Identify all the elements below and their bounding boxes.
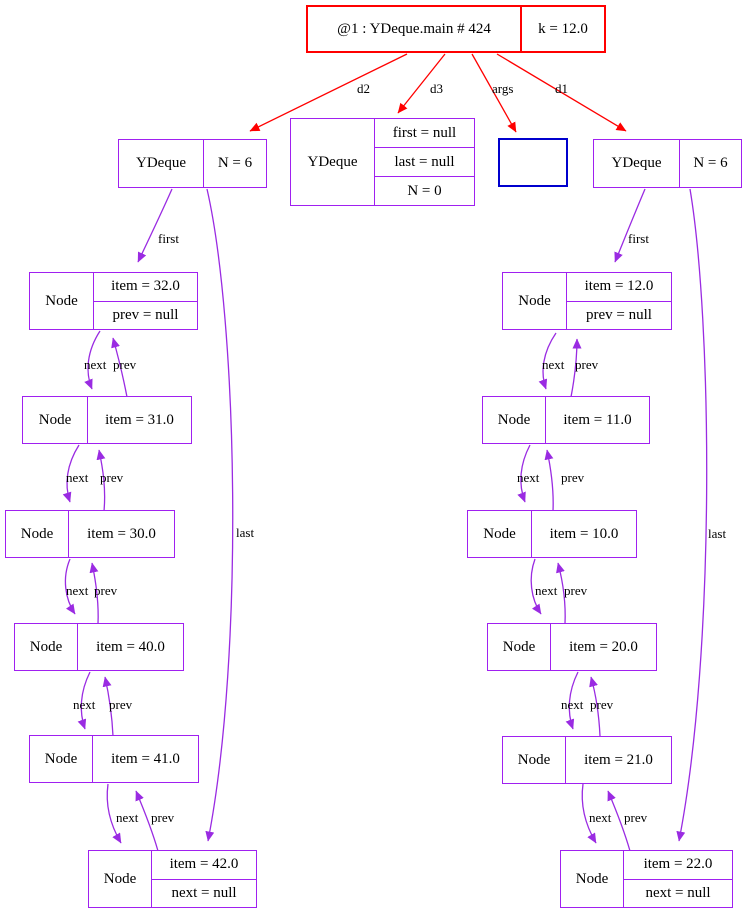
deque-d3-node [290, 118, 475, 206]
edge-label-last-right: last [708, 526, 727, 541]
edge-label-first-left: first [158, 231, 179, 246]
edge-last-right [679, 189, 707, 841]
edge-label-d3: d3 [430, 81, 443, 96]
edge-label-next-l3: next [66, 583, 89, 598]
stack-frame-node [306, 5, 606, 53]
node-field-item: item = 21.0 [565, 737, 671, 783]
edge-label-prev-r3: prev [564, 583, 588, 598]
node-left-4 [14, 623, 184, 671]
node-type-label: Node [44, 750, 78, 767]
edge-label-prev-l4: prev [109, 697, 133, 712]
edge-label-last-left: last [236, 525, 255, 540]
node-right-5 [502, 736, 672, 784]
node-field-item: item = 22.0 [643, 856, 713, 873]
node-type-label: Node [497, 411, 531, 428]
node-right-2 [482, 396, 650, 444]
edge-label-prev-l5: prev [151, 810, 175, 825]
stack-frame-title: @1 : YDeque.main # 424 [337, 20, 491, 37]
node-type-label: Node [20, 525, 54, 542]
edge-first-right [615, 189, 645, 262]
edge-first-left [138, 189, 172, 262]
edge-label-next-l1: next [84, 357, 107, 372]
node-field-item: item = 10.0 [531, 511, 636, 557]
deque-d3-type-label: YDeque [307, 153, 358, 170]
node-left-5 [29, 735, 199, 783]
node-right-3 [467, 510, 637, 558]
deque-d2-type-label: YDeque [136, 155, 186, 171]
edge-label-d2: d2 [357, 81, 370, 96]
node-field-next: next = null [152, 879, 256, 908]
node-type-label: Node [103, 870, 137, 887]
node-left-6 [88, 850, 257, 908]
node-left-2 [22, 396, 192, 444]
node-type-label: Node [483, 525, 516, 542]
edge-label-prev-r2: prev [561, 470, 585, 485]
node-field-item: item = 20.0 [550, 624, 656, 670]
stack-frame-field-k: k = 12.0 [520, 7, 604, 51]
edge-label-prev-l2: prev [100, 470, 124, 485]
deque-d2-node [118, 139, 267, 188]
node-field-next: next = null [624, 879, 732, 908]
node-right-4 [487, 623, 657, 671]
node-field-item: item = 42.0 [169, 856, 239, 873]
edge-label-prev-l3: prev [94, 583, 118, 598]
deque-d1-field-n: N = 6 [679, 140, 741, 187]
node-type-label: Node [29, 638, 63, 655]
edge-label-next-l5: next [116, 810, 139, 825]
deque-d2-field-n: N = 6 [203, 140, 266, 187]
deque-d1-type-label: YDeque [611, 155, 662, 171]
node-field-item: item = 11.0 [545, 397, 649, 443]
edge-label-args: args [492, 81, 514, 96]
node-right-1 [502, 272, 672, 330]
edge-label-prev-r1: prev [575, 357, 599, 372]
edge-label-next-r3: next [535, 583, 558, 598]
edge-label-prev-l1: prev [113, 357, 137, 372]
deque-d3-field-n: N = 0 [375, 176, 474, 205]
edge-label-prev-r5: prev [624, 810, 648, 825]
node-field-prev: prev = null [94, 301, 197, 330]
node-field-item: item = 30.0 [68, 511, 174, 557]
edge-label-next-l2: next [66, 470, 89, 485]
node-type-label: Node [517, 751, 551, 768]
edge-label-next-l4: next [73, 697, 96, 712]
edge-label-first-right: first [628, 231, 649, 246]
node-type-label: Node [38, 411, 72, 428]
node-right-6 [560, 850, 733, 908]
edge-label-next-r2: next [517, 470, 540, 485]
node-left-1 [29, 272, 198, 330]
edge-label-next-r1: next [542, 357, 565, 372]
args-array-node [498, 138, 568, 187]
deque-d1-node [593, 139, 742, 188]
node-field-item: item = 31.0 [87, 397, 191, 443]
edge-label-next-r5: next [589, 810, 612, 825]
node-left-3 [5, 510, 175, 558]
node-type-label: Node [45, 292, 78, 309]
edge-label-next-r4: next [561, 697, 584, 712]
node-type-label: Node [575, 870, 609, 887]
node-field-prev: prev = null [567, 301, 671, 330]
node-field-item: item = 12.0 [584, 278, 654, 295]
edge-last-left [207, 189, 233, 841]
edge-prev-r2 [547, 450, 553, 511]
edge-label-prev-r4: prev [590, 697, 614, 712]
node-field-item: item = 41.0 [92, 736, 198, 782]
node-field-item: item = 40.0 [77, 624, 183, 670]
deque-d3-field-last: last = null [375, 147, 474, 176]
edge-label-d1: d1 [555, 81, 568, 96]
node-type-label: Node [518, 292, 551, 309]
deque-d3-field-first: first = null [392, 124, 457, 141]
node-type-label: Node [502, 638, 536, 655]
node-field-item: item = 32.0 [111, 278, 180, 295]
